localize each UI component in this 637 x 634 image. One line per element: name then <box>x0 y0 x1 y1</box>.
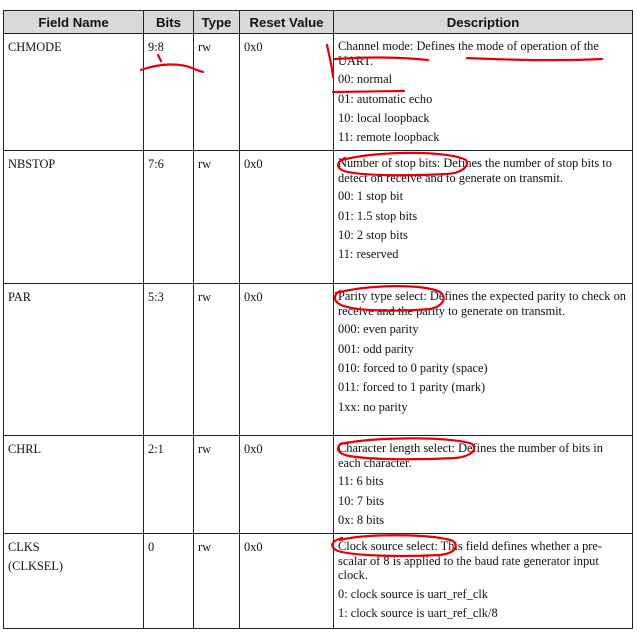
reset-cell <box>240 436 334 534</box>
reset-value: 0x0 <box>244 40 263 54</box>
bits-cell <box>144 436 194 534</box>
option-item: 01: automatic echo <box>338 91 433 106</box>
reset-cell <box>240 534 334 629</box>
description-text <box>338 534 628 583</box>
bits-cell <box>144 284 194 436</box>
field-name-cell <box>4 151 144 284</box>
bits-value: 5:3 <box>148 290 164 304</box>
type-cell <box>194 436 240 534</box>
description-cell <box>334 151 633 284</box>
option-item: 001: odd parity <box>338 341 414 356</box>
type-cell <box>194 284 240 436</box>
type-value: rw <box>198 40 212 54</box>
description-body: Defines the mode of operation of the UART. <box>338 39 599 68</box>
description-cell <box>334 534 633 629</box>
bits-cell <box>144 34 194 151</box>
description-term: Parity type select: <box>338 289 427 303</box>
option-item: 10: local loopback <box>338 111 430 126</box>
option-item: 000: even parity <box>338 322 419 337</box>
option-item: 0: clock source is uart_ref_clk <box>338 587 489 602</box>
column-header-bits: Bits <box>144 11 194 34</box>
field-name-cell <box>4 436 144 534</box>
option-item: 10: 7 bits <box>338 493 385 508</box>
bits-value: 2:1 <box>148 442 164 456</box>
bits-value: 0 <box>148 540 155 554</box>
description-text <box>338 436 628 470</box>
reset-cell <box>240 34 334 151</box>
type-cell <box>194 151 240 284</box>
field-name: CHRL <box>8 442 42 456</box>
field-name-cell <box>4 34 144 151</box>
option-item: 11: 6 bits <box>338 474 384 489</box>
description-cell <box>334 284 633 436</box>
option-item: 00: 1 stop bit <box>338 189 404 204</box>
type-cell <box>194 534 240 629</box>
option-item: 10: 2 stop bits <box>338 228 408 243</box>
table-header-row <box>4 11 633 34</box>
field-name: NBSTOP <box>8 157 56 171</box>
field-name: CLKS <box>8 540 40 554</box>
reset-cell <box>240 284 334 436</box>
bits-value: 9:8 <box>148 40 164 54</box>
bits-value: 7:6 <box>148 157 164 171</box>
option-item: 1xx: no parity <box>338 399 408 414</box>
column-header-reset-value: Reset Value <box>240 11 334 34</box>
column-header-description: Description <box>334 11 633 34</box>
description-term: Character length select: <box>338 441 455 455</box>
description-text <box>338 34 628 68</box>
type-cell <box>194 34 240 151</box>
description-term: Number of stop bits: <box>338 156 441 170</box>
bits-cell <box>144 534 194 629</box>
option-item: 0x: 8 bits <box>338 513 385 528</box>
description-term: Channel mode: <box>338 39 414 53</box>
register-field-table <box>3 10 633 629</box>
table-row <box>4 151 633 284</box>
reset-cell <box>240 151 334 284</box>
type-value: rw <box>198 290 212 304</box>
option-item: 011: forced to 1 parity (mark) <box>338 380 486 395</box>
description-body: Defines the number of bits in each character. <box>338 441 603 470</box>
field-name: CHMODE <box>8 40 62 54</box>
option-item: 010: forced to 0 parity (space) <box>338 361 488 376</box>
description-cell <box>334 436 633 534</box>
reset-value: 0x0 <box>244 290 263 304</box>
field-name-cell <box>4 534 144 629</box>
option-item: 00: normal <box>338 72 393 87</box>
type-value: rw <box>198 157 212 171</box>
table-row <box>4 534 633 629</box>
field-name: PAR <box>8 290 31 304</box>
option-item: 11: reserved <box>338 247 399 262</box>
reset-value: 0x0 <box>244 157 263 171</box>
type-value: rw <box>198 442 212 456</box>
description-cell <box>334 34 633 151</box>
description-text <box>338 151 628 185</box>
table-row <box>4 284 633 436</box>
column-header-type: Type <box>194 11 240 34</box>
option-item: 1: clock source is uart_ref_clk/8 <box>338 606 498 621</box>
description-body: This field defines whether a pre-scalar of 8 is applied to the baud rate generator input clock. <box>338 539 603 583</box>
field-name-alias: (CLKSEL) <box>8 559 64 573</box>
table-row <box>4 34 633 151</box>
description-body: Defines the expected parity to check on receive and the parity to generate on transmit. <box>338 289 626 318</box>
option-item: 11: remote loopback <box>338 130 440 145</box>
field-name-cell <box>4 284 144 436</box>
column-header-field-name: Field Name <box>4 11 144 34</box>
type-value: rw <box>198 540 212 554</box>
table-row <box>4 436 633 534</box>
bits-cell <box>144 151 194 284</box>
description-body: Defines the number of stop bits to detect on receive and to generate on transmit. <box>338 156 612 185</box>
description-term: Clock source select: <box>338 539 438 553</box>
reset-value: 0x0 <box>244 540 263 554</box>
description-text <box>338 284 628 318</box>
option-item: 01: 1.5 stop bits <box>338 208 418 223</box>
reset-value: 0x0 <box>244 442 263 456</box>
